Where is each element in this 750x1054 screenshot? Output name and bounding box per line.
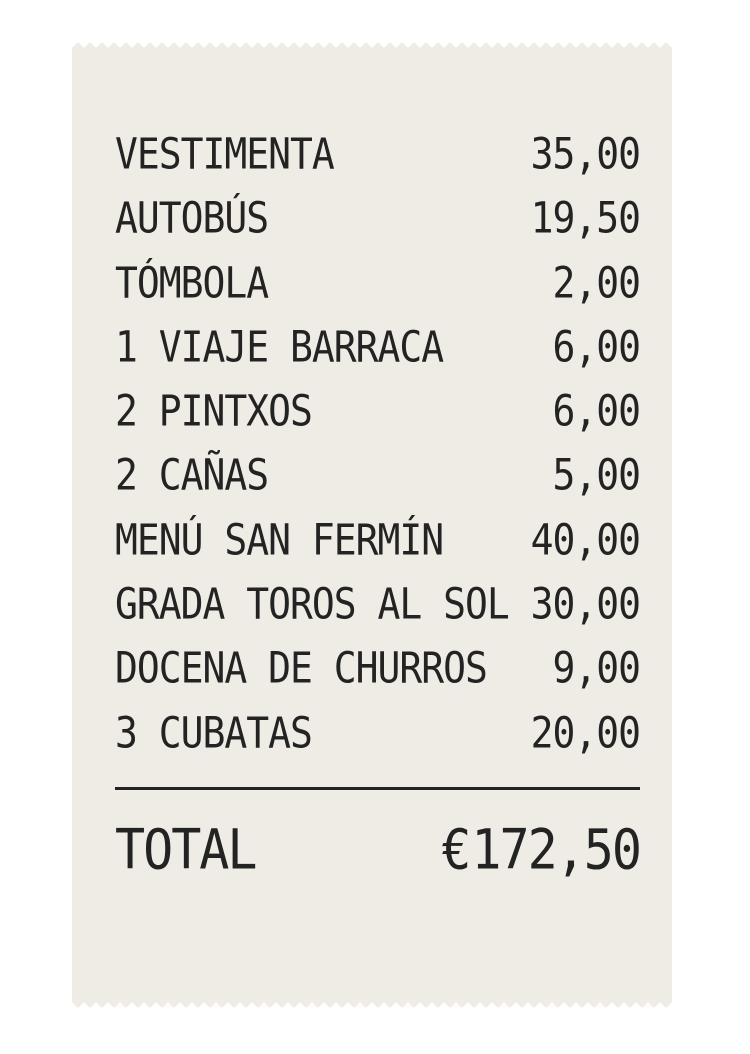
line-item (115, 440, 640, 512)
item-amount: 19,50 (530, 193, 640, 244)
total-label: TOTAL (115, 818, 256, 882)
currency-symbol: € (441, 818, 470, 882)
total-row (115, 815, 640, 885)
item-name: GRADA TOROS AL SOL (115, 579, 509, 629)
item-name: AUTOBÚS (115, 193, 269, 244)
total-value: 172,50 (471, 818, 640, 882)
item-amount: 5,00 (552, 450, 640, 501)
item-amount: 40,00 (530, 515, 640, 565)
item-amount: 30,00 (530, 579, 640, 629)
line-item (115, 375, 640, 447)
item-amount: 35,00 (530, 129, 640, 179)
item-amount: 20,00 (530, 708, 640, 758)
line-item (115, 568, 640, 640)
total-divider (115, 787, 640, 790)
item-amount: 6,00 (552, 322, 640, 372)
item-name: 1 VIAJE BARRACA (115, 322, 444, 372)
item-amount: 9,00 (552, 643, 640, 694)
receipt-items (115, 122, 640, 765)
line-item (115, 182, 640, 254)
item-name: MENÚ SAN FERMÍN (115, 515, 444, 565)
item-amount: 2,00 (552, 258, 640, 308)
total-amount (441, 818, 640, 882)
item-name: VESTIMENTA (115, 129, 334, 179)
item-amount: 6,00 (552, 386, 640, 436)
line-item (115, 247, 640, 319)
item-name: TÓMBOLA (115, 258, 269, 308)
item-name: 2 CAÑAS (115, 450, 269, 501)
item-name: 3 CUBATAS (115, 708, 312, 758)
item-name: 2 PINTXOS (115, 386, 312, 436)
line-item (115, 633, 640, 705)
item-name: DOCENA DE CHURROS (115, 643, 487, 694)
line-item (115, 504, 640, 576)
line-item (115, 311, 640, 383)
line-item (115, 118, 640, 190)
line-item (115, 697, 640, 769)
